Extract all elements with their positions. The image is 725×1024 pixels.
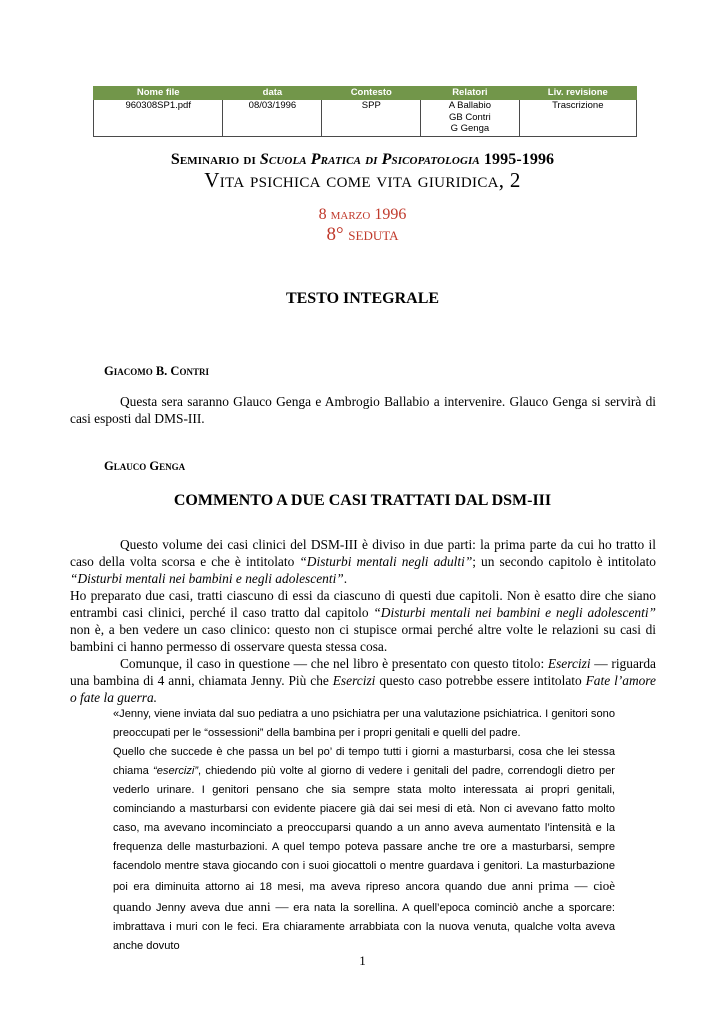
column-header-date: data (223, 87, 322, 100)
series-prefix: Seminario di (170, 151, 260, 168)
cell-revision: Trascrizione (519, 100, 636, 137)
paragraph: Comunque, il caso in questione — che nel libro è presentato con questo titolo: Esercizi — riguarda una bambina di 4 anni, chiamata Jenny. Più che Esercizi questo caso potrebbe essere intitolato Fate l’amore o fate la guerra. (70, 656, 656, 705)
cell-file: 960308SP1.pdf (94, 100, 223, 137)
paragraph: Ho preparato due casi, tratti ciascuno di essi da ciascuno di questi due capitoli. Non è esatto dire che siano entrambi casi clinici, perché il caso tratto dal capitolo “Disturbi mentali nei bambini e negli adolescenti” non è, a ben vedere un caso clinico: questo non ci stupisce ormai perché altre volte le relazioni su casi di bambini ci hanno permesso di osservare questa stessa cosa. (70, 588, 656, 654)
metadata-header-row (94, 87, 637, 100)
speaker-name: GB Contri (449, 111, 491, 123)
seminar-series-line (0, 151, 725, 169)
document-type-heading: TESTO INTEGRALE (285, 290, 440, 307)
cell-date: 08/03/1996 (223, 100, 322, 137)
quote-paragraph: Quello che succede è che passa un bel po’ di tempo tutti i giorni a masturbarsi, cosa che lei stessa chiama “esercizi”, chiedendo più volte al giorno di vedere i genitali del padre, correndogli dietro per vederlo urinare. I genitori pensano che sia sempre stata molto interessata ai propri genitali, cominciando a masturbarsi con evidente piacere già dai sei mesi di età. Non ci avevano fatto molto caso, ma avevano incominciato a preoccuparsi quando a un anno aveva aumentato l’intensità e la frequenza delle masturbazioni. A quel tempo poteva passare anche tre ore a masturbarsi, sempre facendolo mentre stava giocando con i suoi giocattoli o mentre guardava i genitori. La masturbazione poi era diminuita attorno ai 18 mesi, ma aveva ripreso ancora quando due anni prima — cioè quando Jenny aveva due anni — era nata la sorellina. A quell’epoca cominciò anche a sporcare: imbrattava i muri con le feci. Era chiaramente arrabbiata con la nuova venuta, qualche volta aveva anche dovuto (113, 746, 615, 952)
page-number: 1 (359, 953, 366, 968)
quote-paragraph: «Jenny, viene inviata dal suo pediatra a uno psichiatra per una valutazione psichiatrica. I genitori sono preoccupati per le “ossessioni” della bambina per i propri genitali e quelli del padre. (113, 708, 615, 739)
session-date: 8 marzo 1996 (318, 206, 407, 223)
case-quotation (113, 705, 615, 956)
session-number: 8° seduta (326, 224, 399, 245)
series-years: 1995-1996 (479, 151, 555, 168)
main-title: Vita psichica come vita giuridica, 2 (204, 168, 521, 192)
paragraph: Questo volume dei casi clinici del DSM-III è diviso in due parti: la prima parte da cui ho tratto il caso della volta scorsa e che è intitolato “Disturbi mentali negli adulti”; un secondo capitolo è intitolato “Disturbi mentali nei bambini e negli adolescenti”. (70, 537, 656, 586)
metadata-row (94, 100, 637, 137)
cell-speakers (421, 100, 519, 137)
speaker-heading-contri: Giacomo B. Contri (104, 364, 209, 378)
intro-text: Questa sera saranno Glauco Genga e Ambrogio Ballabio a intervenire. Glauco Genga si servirà di casi esposti dal DMS-III. (70, 394, 656, 426)
speaker-name: G Genga (450, 123, 490, 134)
intro-paragraph (70, 393, 656, 427)
speaker-name: A Ballabio (448, 100, 491, 111)
column-header-context: Contesto (322, 87, 421, 100)
series-school: Scuola Pratica di Psicopatologia (259, 151, 480, 168)
section-title: COMMENTO A DUE CASI TRATTATI DAL DSM-III (173, 492, 552, 509)
column-header-revision: Liv. revisione (519, 87, 636, 100)
column-header-file: Nome file (94, 87, 223, 100)
cell-context: SPP (322, 100, 421, 137)
body-text (70, 536, 656, 706)
speaker-heading-genga: Glauco Genga (104, 459, 186, 473)
document-metadata-table (93, 86, 637, 137)
column-header-speakers: Relatori (421, 87, 519, 100)
